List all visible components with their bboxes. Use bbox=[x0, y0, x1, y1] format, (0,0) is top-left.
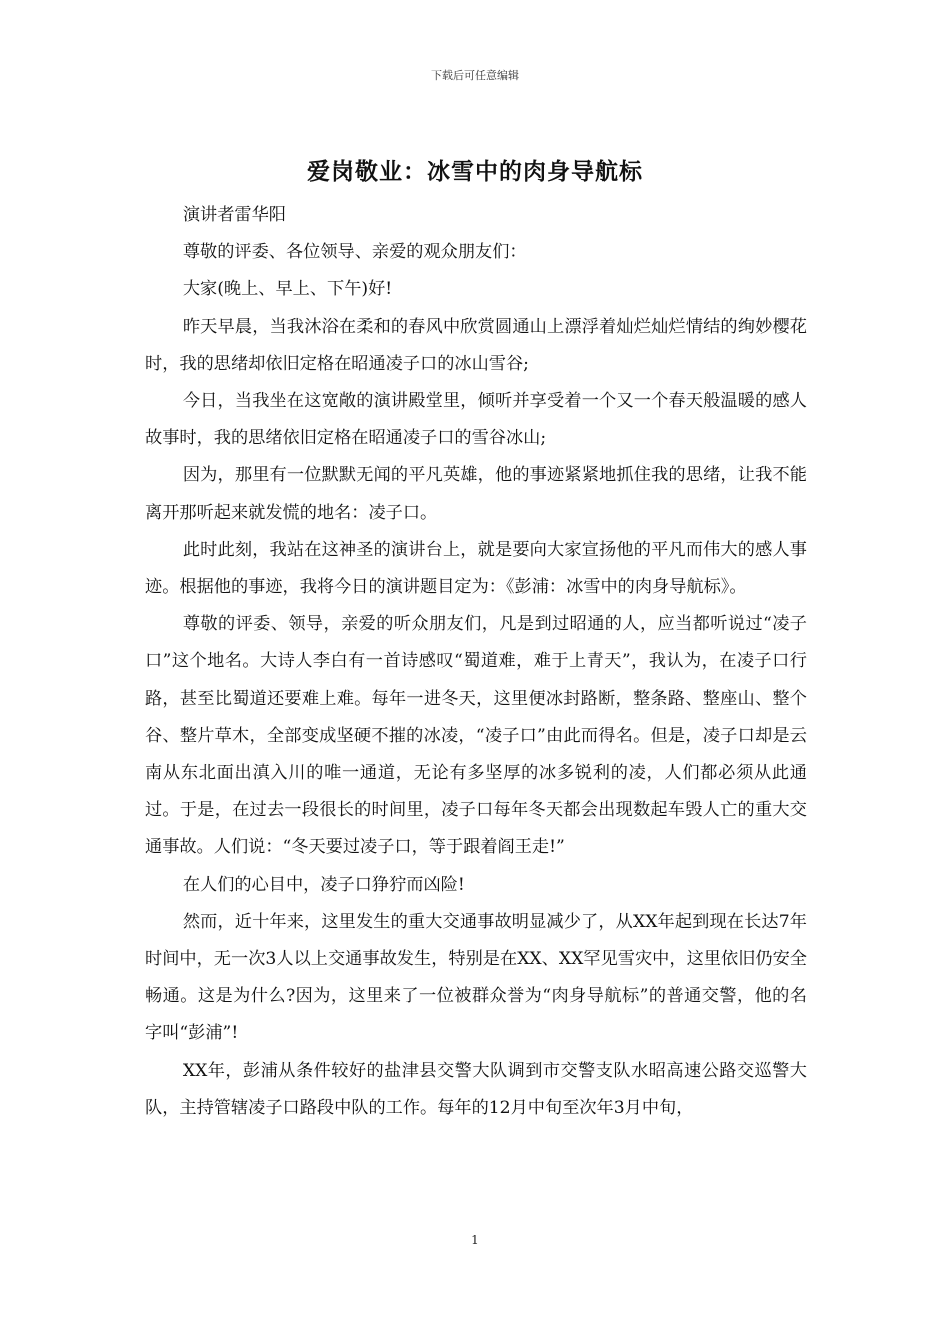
paragraph: 然而，近十年来，这里发生的重大交通事故明显减少了，从XX年起到现在长达7年时间中，无一次3人以上交通事故发生，特别是在XX、XX罕见雪灾中，这里依旧仍安全畅通。这是为什么?因为，这里来了一位被群众誉为“肉身导航标”的普通交警，他的名字叫“彭浦”! bbox=[145, 911, 807, 1044]
paragraph: 昨天早晨，当我沐浴在柔和的春风中欣赏圆通山上漂浮着灿烂灿烂情结的绚妙樱花时，我的思绪却依旧定格在昭通凌子口的冰山雪谷; bbox=[145, 316, 807, 374]
paragraph: 在人们的心目中，凌子口狰狞而凶险! bbox=[182, 874, 465, 895]
document-title: 爱岗敬业：冰雪中的肉身导航标 bbox=[307, 158, 643, 185]
paragraph: 今日，当我坐在这宽敞的演讲殿堂里，倾听并享受着一个又一个春天般温暖的感人故事时，我的思绪依旧定格在昭通凌子口的雪谷冰山; bbox=[145, 391, 807, 449]
paragraph-speaker: 演讲者雷华阳 bbox=[182, 205, 286, 225]
paragraph: XX年，彭浦从条件较好的盐津县交警大队调到市交警支队水昭高速公路交巡警大队，主持管辖凌子口路段中队的工作。每年的12月中旬至次年3月中旬， bbox=[145, 1060, 807, 1118]
page-number: 1 bbox=[471, 1233, 479, 1247]
paragraph: 此时此刻，我站在这神圣的演讲台上，就是要向大家宣扬他的平凡而伟大的感人事迹。根据他的事迹，我将今日的演讲题目定为：《彭浦：冰雪中的肉身导航标》。 bbox=[145, 539, 807, 598]
paragraph: 尊敬的评委、领导，亲爱的听众朋友们，凡是到过昭通的人，应当都听说过“凌子口”这个地名。大诗人李白有一首诗感叹“蜀道难，难于上青天”，我认为，在凌子口行路，甚至比蜀道还要难上难。每年一进冬天，这里便冰封路断，整条路、整座山、整个谷、整片草木，全部变成坚硬不摧的冰凌，“凌子口”由此而得名。但是，凌子口却是云南从东北面出滇入川的唯一通道，无论有多坚厚的冰多锐利的凌，人们都必须从此通过。于是，在过去一段很长的时间里，凌子口每年冬天都会出现数起车毁人亡的重大交通事故。人们说：“冬天要过凌子口，等于跟着阎王走!” bbox=[145, 614, 807, 858]
header-note: 下载后可任意编辑 bbox=[431, 69, 519, 82]
paragraph: 因为，那里有一位默默无闻的平凡英雄，他的事迹紧紧地抓住我的思绪，让我不能离开那听起来就发慌的地名：凌子口。 bbox=[145, 465, 807, 523]
document-body bbox=[145, 197, 807, 1127]
paragraph-greeting: 大家(晚上、早上、下午)好! bbox=[182, 279, 393, 300]
paragraph-salutation: 尊敬的评委、各位领导、亲爱的观众朋友们： bbox=[182, 242, 527, 263]
